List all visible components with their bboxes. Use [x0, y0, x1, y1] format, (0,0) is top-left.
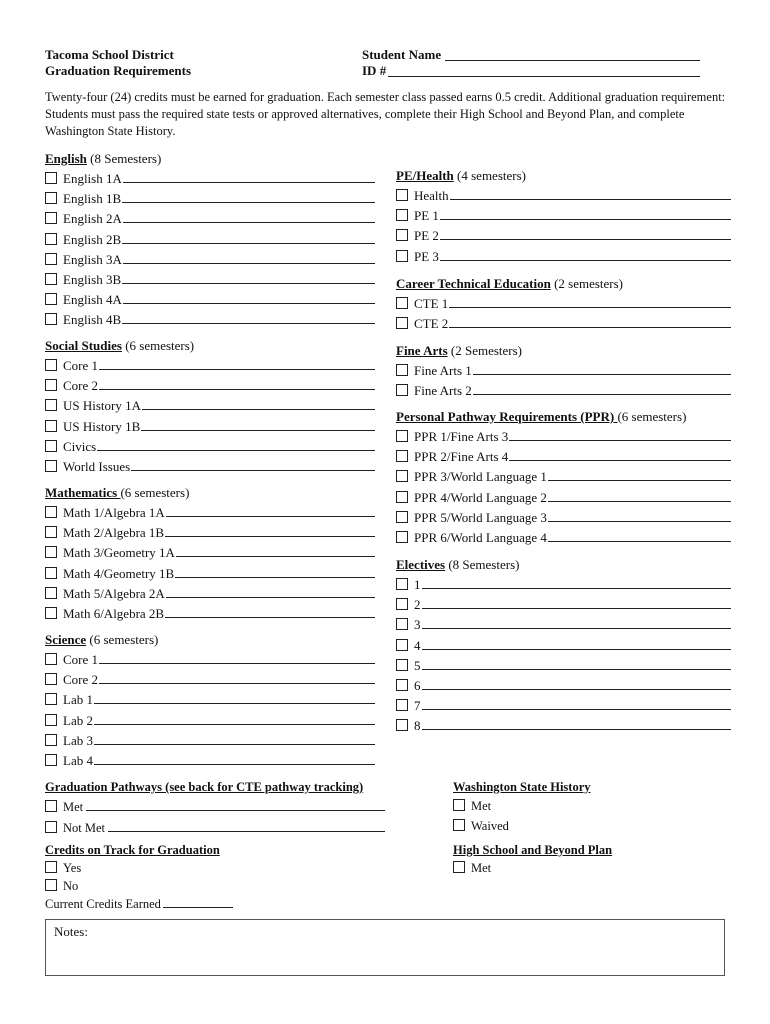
wa-history-met-checkbox[interactable]: [453, 799, 465, 811]
electives-list: [396, 574, 731, 736]
grade-line[interactable]: [548, 466, 731, 481]
grade-line[interactable]: [422, 594, 732, 609]
grade-line[interactable]: [122, 188, 375, 203]
checkbox[interactable]: [45, 506, 57, 518]
credits-no-row: No: [45, 877, 345, 895]
hsbp-met-row: Met: [453, 859, 703, 877]
checklist-row: [45, 416, 375, 436]
id-label: ID #: [362, 63, 387, 78]
checklist-row: [396, 293, 731, 313]
grade-line[interactable]: [99, 669, 375, 684]
course-label: Lab 3: [63, 732, 93, 748]
checklist-row: [396, 487, 731, 507]
credits-section: [45, 842, 345, 913]
pathways-met-row: Met: [45, 796, 385, 817]
course-label: Core 2: [63, 672, 99, 688]
course-label: US History 1B: [63, 418, 141, 434]
checkbox[interactable]: [396, 317, 408, 329]
district-name: Tacoma School District: [45, 47, 174, 62]
grade-line[interactable]: [422, 614, 732, 629]
english-section: [45, 150, 375, 330]
credits-no-checkbox[interactable]: [45, 879, 57, 891]
cte-section: [396, 275, 731, 333]
checkbox[interactable]: [45, 714, 57, 726]
ppr-section: [396, 408, 731, 547]
course-label: 1: [414, 577, 421, 592]
social-studies-title: Social Studies (6 semesters): [45, 338, 195, 353]
checklist-row: [45, 502, 375, 522]
checkbox[interactable]: [45, 673, 57, 685]
grade-line[interactable]: [122, 309, 375, 324]
grade-line[interactable]: [94, 730, 375, 745]
course-label: PPR 2/Fine Arts 4: [414, 449, 509, 465]
checkbox[interactable]: [396, 578, 408, 590]
course-label: English 3B: [63, 271, 122, 287]
checkbox[interactable]: [45, 233, 57, 245]
course-label: Core 1: [63, 358, 99, 373]
checklist-row: [396, 313, 731, 333]
checklist-row: [396, 205, 731, 225]
checkbox[interactable]: [45, 313, 57, 325]
grade-line[interactable]: [440, 205, 731, 220]
course-label: Health: [414, 188, 449, 203]
checkbox[interactable]: [396, 511, 408, 523]
credits-yes-row: Yes: [45, 859, 345, 877]
grade-line[interactable]: [440, 246, 731, 261]
checkbox[interactable]: [45, 693, 57, 705]
checklist-row: [396, 527, 731, 547]
graduation-pathways-section: [45, 779, 385, 838]
grade-line[interactable]: [422, 635, 732, 650]
mathematics-title: Mathematics (6 semesters): [45, 485, 190, 500]
grade-line[interactable]: [473, 360, 731, 375]
grade-line[interactable]: [509, 446, 731, 461]
course-label: English 4B: [63, 312, 122, 328]
hsbp-met-checkbox[interactable]: [453, 861, 465, 873]
checklist-row: [45, 269, 375, 289]
course-label: Civics: [63, 438, 97, 454]
checklist-row: [45, 750, 375, 770]
course-label: World Issues: [63, 458, 131, 474]
checklist-row: [396, 507, 731, 527]
checklist-row: [396, 225, 731, 245]
grade-line[interactable]: [122, 269, 375, 284]
notes-label: Notes:: [54, 924, 88, 939]
grade-line[interactable]: [176, 542, 375, 557]
fine-arts-list: [396, 360, 731, 400]
checklist-row: [45, 542, 375, 562]
checklist-row: [45, 208, 375, 228]
checkbox[interactable]: [45, 567, 57, 579]
grade-line[interactable]: [99, 355, 375, 370]
ppr-list: [396, 426, 731, 547]
grade-line[interactable]: [94, 710, 375, 725]
wa-history-title: Washington State History: [453, 780, 591, 794]
student-name-label: Student Name: [362, 47, 442, 62]
grade-line[interactable]: [123, 168, 375, 183]
id-row: [362, 63, 700, 79]
checklist-row: [45, 375, 375, 395]
grade-line[interactable]: [449, 313, 731, 328]
student-name-row: [362, 47, 700, 63]
checklist-row: [45, 168, 375, 188]
checkbox[interactable]: [45, 420, 57, 432]
checklist-row: [396, 614, 731, 634]
grade-line[interactable]: [94, 689, 375, 704]
course-label: English 3A: [63, 251, 122, 267]
checkbox[interactable]: [396, 470, 408, 482]
course-label: Lab 4: [63, 752, 93, 768]
checklist-row: [45, 436, 375, 456]
checklist-row: [45, 669, 375, 689]
course-label: Lab 1: [63, 692, 93, 708]
checkbox[interactable]: [45, 526, 57, 538]
cte-title: Career Technical Education (2 semesters): [396, 276, 624, 291]
course-label: 2: [414, 597, 421, 613]
checkbox[interactable]: [45, 172, 57, 184]
course-label: Lab 2: [63, 712, 93, 728]
course-label: Core 1: [63, 652, 99, 667]
checklist-row: [396, 574, 731, 594]
grade-line[interactable]: [548, 527, 731, 542]
checklist-row: [45, 188, 375, 208]
checklist-row: [45, 309, 375, 329]
grade-line[interactable]: [123, 289, 375, 304]
course-label: English 1A: [63, 171, 122, 186]
checkbox[interactable]: [396, 229, 408, 241]
fine-arts-section: [396, 342, 731, 400]
grade-line[interactable]: [166, 502, 375, 517]
checkbox[interactable]: [396, 450, 408, 462]
grade-line[interactable]: [99, 649, 375, 664]
course-label: Math 6/Algebra 2B: [63, 605, 165, 621]
pathways-met-checkbox[interactable]: [45, 800, 57, 812]
checkbox[interactable]: [45, 359, 57, 371]
checklist-row: [396, 695, 731, 715]
mathematics-list: [45, 502, 375, 623]
wa-history-section: [453, 779, 703, 836]
course-label: Fine Arts 2: [414, 383, 472, 399]
checkbox[interactable]: [396, 659, 408, 671]
checkbox[interactable]: [45, 212, 57, 224]
checkbox[interactable]: [396, 384, 408, 396]
checkbox[interactable]: [396, 364, 408, 376]
science-section: [45, 631, 375, 770]
course-label: Fine Arts 1: [414, 363, 472, 378]
current-credits-row: Current Credits Earned: [45, 895, 345, 913]
grade-line[interactable]: [422, 655, 732, 670]
checkbox[interactable]: [45, 399, 57, 411]
checklist-row: [45, 249, 375, 269]
course-label: 5: [414, 657, 421, 673]
wa-history-met-row: Met: [453, 796, 703, 816]
checkbox[interactable]: [45, 587, 57, 599]
course-label: Math 4/Geometry 1B: [63, 565, 175, 581]
course-label: Math 5/Algebra 2A: [63, 585, 165, 601]
social-studies-section: [45, 337, 375, 476]
checklist-row: [45, 649, 375, 669]
course-label: English 1B: [63, 191, 122, 207]
grade-line[interactable]: [99, 375, 375, 390]
cte-list: [396, 293, 731, 333]
checklist-row: [45, 289, 375, 309]
course-label: PPR 4/World Language 2: [414, 489, 547, 505]
wa-history-waived-row: Waived: [453, 816, 703, 836]
grade-line[interactable]: [422, 574, 732, 589]
course-label: PE 2: [414, 228, 439, 244]
checklist-row: [45, 710, 375, 730]
student-name-field[interactable]: [445, 47, 700, 61]
checklist-row: [45, 603, 375, 623]
course-label: PE 3: [414, 248, 439, 264]
grade-line[interactable]: [123, 249, 375, 264]
course-label: 4: [414, 637, 421, 653]
credits-title: Credits on Track for Graduation: [45, 843, 220, 857]
course-label: Core 2: [63, 378, 99, 394]
checklist-row: [396, 594, 731, 614]
checklist-row: [45, 456, 375, 476]
checkbox[interactable]: [45, 607, 57, 619]
grade-line[interactable]: [165, 603, 375, 618]
checklist-row: [396, 715, 731, 735]
checkbox[interactable]: [396, 297, 408, 309]
course-label: Math 1/Algebra 1A: [63, 505, 165, 520]
pathways-not-met-line[interactable]: [108, 817, 385, 832]
pathways-not-met-checkbox[interactable]: [45, 821, 57, 833]
course-label: PPR 3/World Language 1: [414, 469, 547, 485]
checkbox[interactable]: [396, 250, 408, 262]
checklist-row: [45, 395, 375, 415]
grade-line[interactable]: [509, 426, 731, 441]
grade-line[interactable]: [123, 208, 375, 223]
checklist-row: [45, 730, 375, 750]
course-label: US History 1A: [63, 398, 142, 414]
mathematics-section: [45, 484, 375, 623]
checkbox[interactable]: [396, 189, 408, 201]
checklist-row: [45, 563, 375, 583]
grade-line[interactable]: [422, 675, 732, 690]
checklist-row: [396, 246, 731, 266]
checklist-row: [45, 689, 375, 709]
electives-title: Electives (8 Semesters): [396, 557, 520, 572]
grade-line[interactable]: [166, 583, 375, 598]
english-list: [45, 168, 375, 330]
checklist-row: [45, 522, 375, 542]
checklist-row: [396, 426, 731, 446]
checkbox[interactable]: [396, 430, 408, 442]
course-label: CTE 2: [414, 316, 449, 332]
notes-box[interactable]: [45, 919, 725, 976]
checklist-row: [396, 185, 731, 205]
checkbox[interactable]: [45, 379, 57, 391]
checklist-row: [45, 583, 375, 603]
grade-line[interactable]: [548, 507, 731, 522]
grade-line[interactable]: [94, 750, 375, 765]
checkbox[interactable]: [396, 598, 408, 610]
course-label: PPR 1/Fine Arts 3: [414, 429, 509, 444]
id-field[interactable]: [388, 63, 700, 77]
pe-health-list: [396, 185, 731, 266]
checklist-row: [45, 355, 375, 375]
grade-line[interactable]: [440, 225, 731, 240]
pe-health-title: PE/Health (4 semesters): [396, 168, 526, 183]
grade-line[interactable]: [141, 416, 375, 431]
checklist-row: [396, 466, 731, 486]
grade-line[interactable]: [165, 522, 375, 537]
english-title: English (8 Semesters): [45, 151, 162, 166]
ppr-title: Personal Pathway Requirements (PPR) (6 semesters): [396, 409, 687, 424]
checkbox[interactable]: [45, 293, 57, 305]
checkbox[interactable]: [396, 491, 408, 503]
pathways-not-met-row: Not Met: [45, 817, 385, 838]
checkbox[interactable]: [396, 699, 408, 711]
fine-arts-title: Fine Arts (2 Semesters): [396, 343, 523, 358]
checkbox[interactable]: [45, 734, 57, 746]
graduation-pathways-title: Graduation Pathways (see back for CTE pathway tracking): [45, 780, 364, 794]
checklist-row: [396, 675, 731, 695]
course-label: PE 1: [414, 208, 439, 224]
checklist-row: [396, 380, 731, 400]
hsbp-title: High School and Beyond Plan: [453, 843, 613, 857]
checkbox[interactable]: [396, 618, 408, 630]
pe-health-section: [396, 167, 731, 266]
hsbp-section: [453, 842, 703, 877]
course-label: Math 3/Geometry 1A: [63, 545, 175, 561]
grade-line[interactable]: [131, 456, 375, 471]
grade-line[interactable]: [449, 293, 731, 308]
checkbox[interactable]: [396, 531, 408, 543]
checkbox[interactable]: [396, 679, 408, 691]
intro-paragraph: Twenty-four (24) credits must be earned for graduation. Each semester class passed earns 0.5 credit. Additional graduation requirement: Students must pass the required state tests or approved alternatives, complete their High School and Beyond Plan, and complete Washington State History.: [45, 90, 726, 138]
grade-line[interactable]: [473, 380, 731, 395]
grade-line[interactable]: [142, 395, 375, 410]
pathways-met-line[interactable]: [86, 796, 385, 811]
wa-history-waived-checkbox[interactable]: [453, 819, 465, 831]
grade-line[interactable]: [122, 229, 375, 244]
checkbox[interactable]: [45, 440, 57, 452]
course-label: English 2A: [63, 211, 122, 227]
social-studies-list: [45, 355, 375, 476]
credits-yes-checkbox[interactable]: [45, 861, 57, 873]
current-credits-field[interactable]: [163, 895, 233, 908]
grade-line[interactable]: [175, 563, 375, 578]
grade-line[interactable]: [450, 185, 731, 200]
course-label: 6: [414, 677, 421, 693]
checklist-row: [396, 360, 731, 380]
course-label: PPR 6/World Language 4: [414, 529, 547, 545]
checklist-row: [396, 446, 731, 466]
course-label: English 2B: [63, 231, 122, 247]
science-title: Science (6 semesters): [45, 632, 159, 647]
checkbox[interactable]: [396, 639, 408, 651]
science-list: [45, 649, 375, 770]
course-label: PPR 5/World Language 3: [414, 509, 547, 525]
checkbox[interactable]: [45, 653, 57, 665]
course-label: 3: [414, 617, 421, 633]
course-label: English 4A: [63, 292, 122, 308]
course-label: Math 2/Algebra 1B: [63, 525, 165, 541]
course-label: 7: [414, 698, 421, 714]
checkbox[interactable]: [396, 719, 408, 731]
checklist-row: [396, 635, 731, 655]
document-subtitle: Graduation Requirements: [45, 63, 192, 78]
course-label: 8: [414, 718, 421, 734]
checkbox[interactable]: [45, 253, 57, 265]
checkbox[interactable]: [396, 209, 408, 221]
grade-line[interactable]: [97, 436, 375, 451]
course-label: CTE 1: [414, 296, 449, 311]
grade-line[interactable]: [422, 695, 732, 710]
checklist-row: [396, 655, 731, 675]
checkbox[interactable]: [45, 754, 57, 766]
grade-line[interactable]: [422, 715, 732, 730]
grade-line[interactable]: [548, 487, 731, 502]
checkbox[interactable]: [45, 273, 57, 285]
checkbox[interactable]: [45, 192, 57, 204]
checklist-row: [45, 229, 375, 249]
checkbox[interactable]: [45, 460, 57, 472]
checkbox[interactable]: [45, 546, 57, 558]
electives-section: [396, 556, 731, 736]
